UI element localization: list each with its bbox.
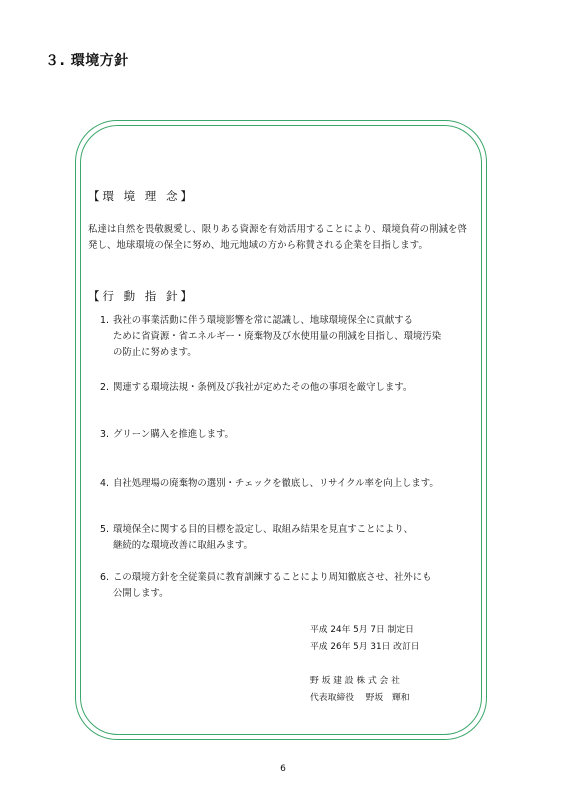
- guideline-item-1: [100, 313, 475, 361]
- philosophy-text: 私達は自然を畏敬親愛し、限りある資源を有効活用することにより、環境負荷の削減を啓発し、地球環境の保全に努め、地元地域の方から称賛される企業を目指します。: [88, 224, 468, 251]
- guideline-number: 2.: [100, 382, 109, 393]
- guideline-item-2: [100, 380, 475, 396]
- guideline-line: 環境保全に関する目的目標を設定し、取組み結果を見直すことにより、: [113, 524, 414, 535]
- philosophy-heading: 【環 境 理 念】: [88, 189, 195, 203]
- guideline-text: [113, 522, 475, 554]
- guideline-line: の防止に努めます。: [113, 347, 197, 358]
- guideline-item-6: [100, 570, 475, 602]
- company-name: 野 坂 建 設 株 式 会 社: [310, 676, 400, 686]
- guideline-text: [113, 476, 475, 492]
- representative-name: 代表取締役 野坂 輝和: [310, 693, 410, 703]
- established-date: 平成 24年 5月 7日 制定日: [310, 625, 414, 635]
- guideline-line: 我社の事業活動に伴う環境影響を常に認識し、地球環境保全に貢献する: [113, 315, 414, 326]
- guideline-number: 5.: [100, 524, 109, 535]
- section-title: ３. 環境方針: [45, 53, 129, 69]
- guideline-item-3: [100, 427, 475, 443]
- guideline-number: 1.: [100, 315, 109, 326]
- guideline-number: 6.: [100, 572, 109, 583]
- guideline-line: ために省資源・省エネルギー・廃棄物及び水使用量の削減を目指し、環境汚染: [113, 331, 442, 342]
- page-number: 6: [280, 764, 286, 774]
- guideline-line: この環境方針を全従業員に教育訓練することにより周知徹底させ、社外にも: [113, 572, 432, 583]
- policy-dates: [310, 622, 420, 656]
- guideline-line: 関連する環境法規・条例及び我社が定めたその他の事項を厳守します。: [113, 382, 413, 393]
- guideline-number: 4.: [100, 478, 109, 489]
- revised-date: 平成 26年 5月 31日 改訂日: [310, 642, 420, 652]
- guideline-item-4: [100, 476, 475, 492]
- guideline-text: [113, 570, 475, 602]
- guideline-text: [113, 427, 475, 443]
- guideline-line: 自社処理場の廃棄物の選別・チェックを徹底し、リサイクル率を向上します。: [113, 478, 439, 489]
- guideline-text: [113, 313, 475, 361]
- guideline-item-5: [100, 522, 475, 554]
- guideline-line: 公開します。: [113, 588, 169, 599]
- signature-block: [310, 673, 410, 707]
- guideline-number: 3.: [100, 429, 109, 440]
- guideline-text: [113, 380, 475, 396]
- guideline-line: グリーン購入を推進します。: [113, 429, 234, 440]
- guideline-line: 継続的な環境改善に取組みます。: [113, 540, 253, 551]
- guidelines-heading: 【行 動 指 針】: [88, 289, 195, 303]
